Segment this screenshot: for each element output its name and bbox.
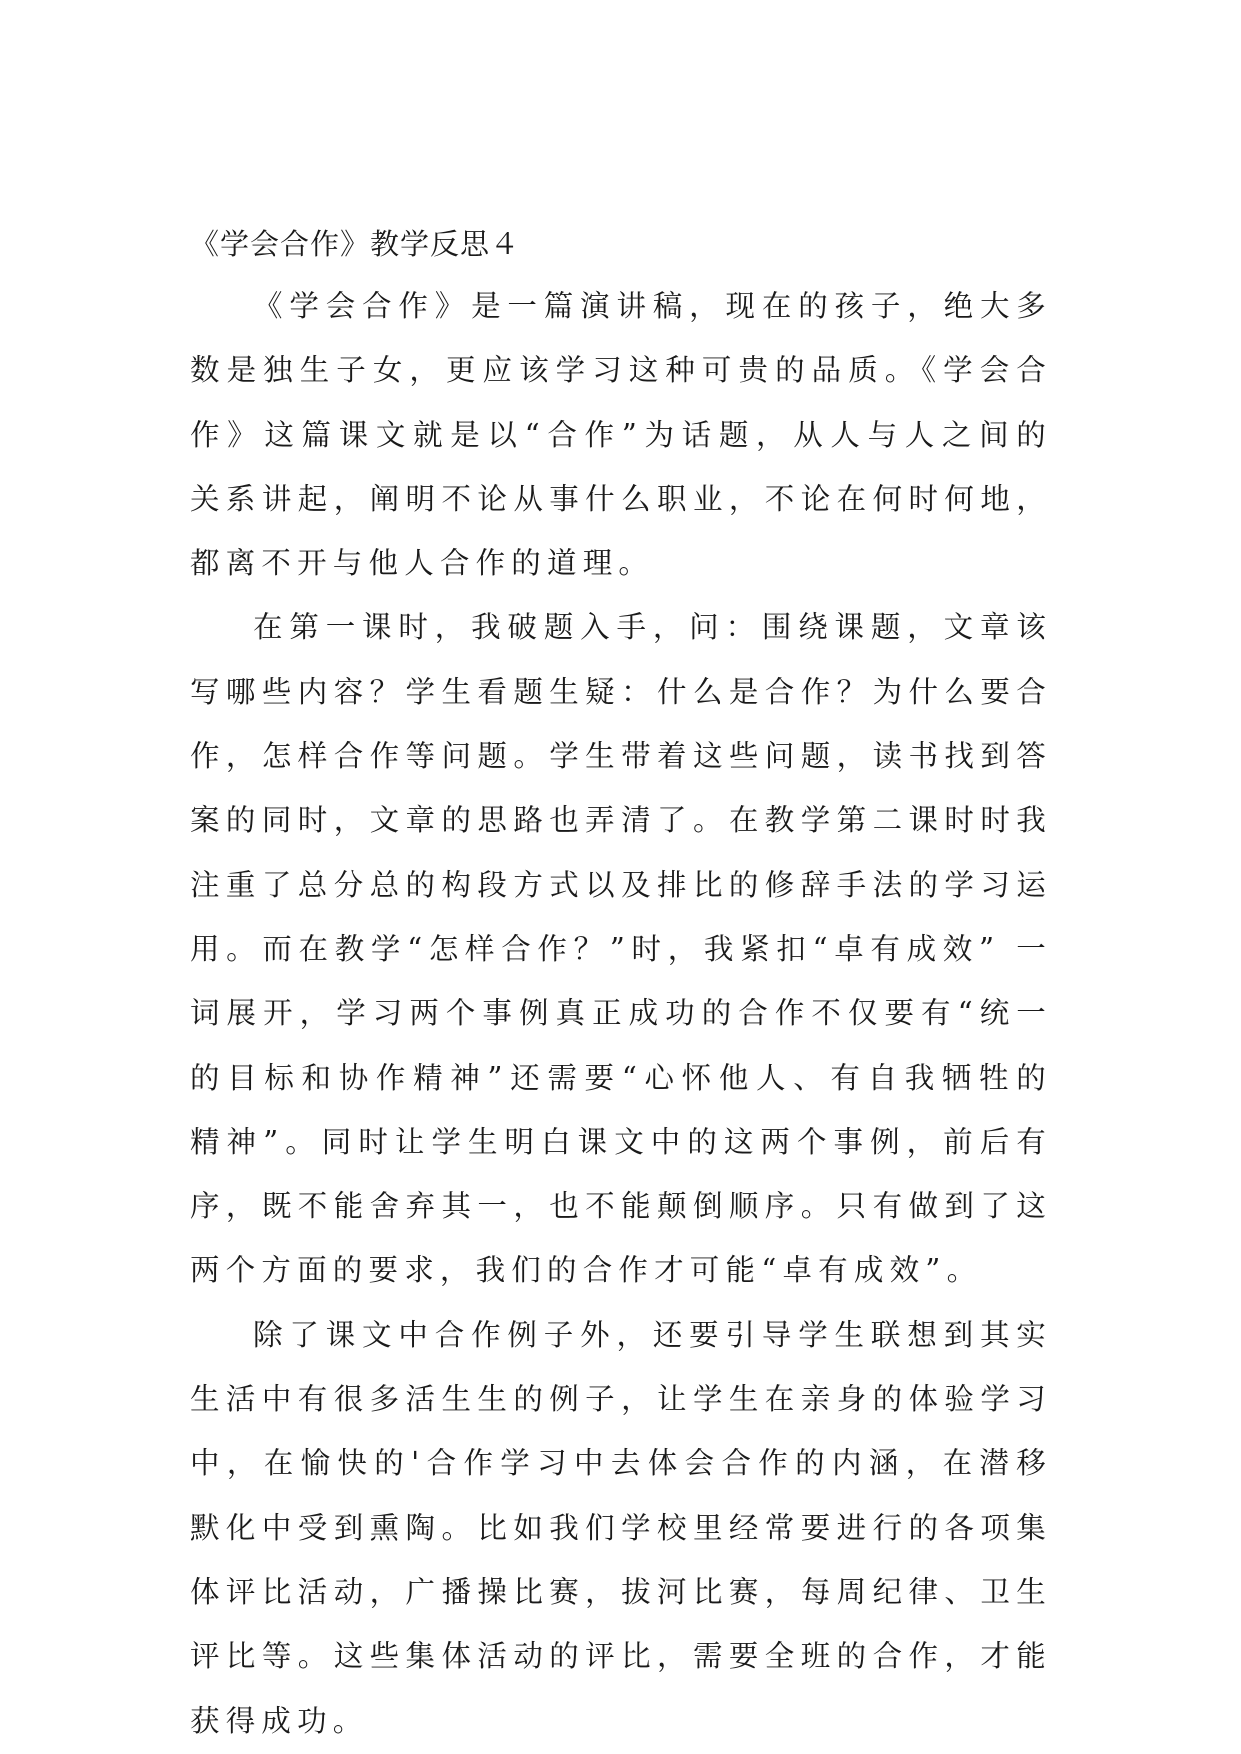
document-title: 《学会合作》教学反思４	[190, 227, 521, 261]
document-body	[190, 214, 1052, 1753]
paragraph-first-lesson: 在第一课时，我破题入手，问：围绕课题，文章该写哪些内容？学生看题生疑：什么是合作？为什么要合作，怎样合作等问题。学生带着这些问题，读书找到答案的同时，文章的思路也弄清了。在教学第二课时时我注重了总分总的构段方式以及排比的修辞手法的学习运用。而在教学“怎样合作？”时，我紧扣“卓有成效” 一词展开，学习两个事例真正成功的合作不仅要有“统一的目标和协作精神”还需要“心怀他人、有自我牺牲的精神”。同时让学生明白课文中的这两个事例，前后有序，既不能舍弃其一，也不能颠倒顺序。只有做到了这两个方面的要求，我们的合作才可能“卓有成效”。	[190, 610, 1052, 1288]
paragraph-intro: 《学会合作》是一篇演讲稿，现在的孩子，绝大多数是独生子女，更应该学习这种可贵的品质。《学会合作》这篇课文就是以“合作”为话题，从人与人之间的关系讲起，阐明不论从事什么职业，不论在何时何地，都离不开与他人合作的道理。	[190, 289, 1052, 581]
paragraph-life-examples: 除了课文中合作例子外，还要引导学生联想到其实生活中有很多活生生的例子，让学生在亲身的体验学习中，在愉快的'合作学习中去体会合作的内涵，在潜移默化中受到熏陶。比如我们学校里经常要进行的各项集体评比活动，广播操比赛，拔河比赛，每周纪律、卫生评比等。这些集体活动的评比，需要全班的合作，才能获得成功。	[190, 1317, 1052, 1738]
